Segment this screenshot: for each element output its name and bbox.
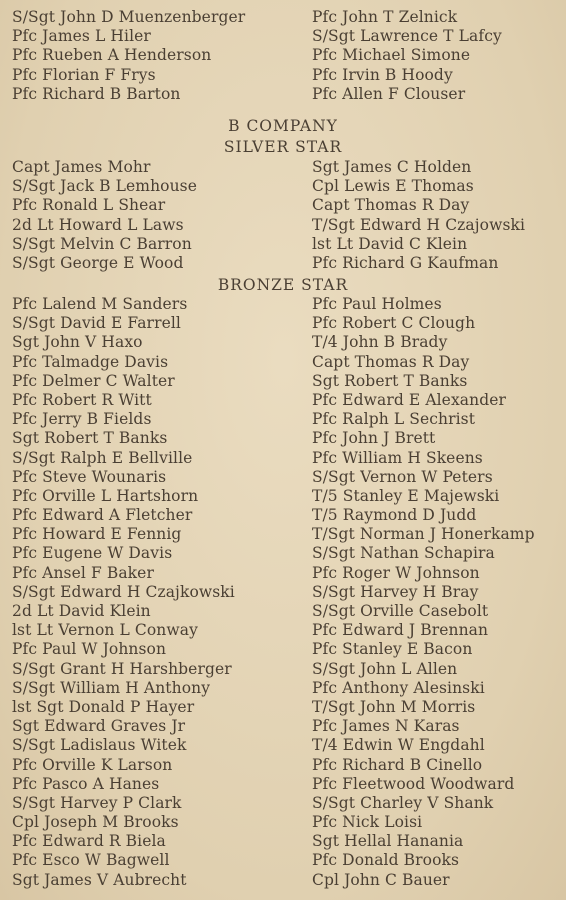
name-entry: Sgt John V Haxo: [12, 333, 143, 352]
name-entry: Pfc Irvin B Hoody: [312, 65, 453, 84]
name-entry: Pfc Richard G Kaufman: [312, 253, 499, 272]
name-entry: Pfc Lalend M Sanders: [12, 295, 188, 313]
name-entry: Sgt Hellal Hanania: [312, 832, 464, 851]
name-entry: S/Sgt Jack B Lemhouse: [12, 177, 197, 196]
name-entry: Capt James Mohr: [12, 158, 151, 176]
name-entry: S/Sgt George E Wood: [12, 253, 184, 272]
name-entry: Pfc Ralph L Sechrist: [312, 410, 476, 429]
name-entry: T/4 Edwin W Engdahl: [312, 736, 485, 755]
name-entry: Pfc Edward E Alexander: [312, 390, 507, 409]
name-entry: S/Sgt John L Allen: [312, 659, 458, 678]
silver-star-right-column: [312, 158, 564, 273]
name-entry: S/Sgt Nathan Schapira: [312, 544, 495, 563]
name-entry: T/5 Raymond D Judd: [312, 506, 477, 525]
name-entry: S/Sgt Charley V Shank: [312, 793, 494, 812]
name-entry: S/Sgt Melvin C Barron: [12, 234, 192, 253]
name-entry: Pfc Stanley E Bacon: [312, 640, 473, 659]
name-entry: 2d Lt Howard L Laws: [12, 215, 184, 234]
name-entry: Pfc Fleetwood Woodward: [312, 774, 515, 793]
name-entry: Pfc Rueben A Henderson: [12, 46, 212, 65]
name-entry: Pfc Ansel F Baker: [12, 563, 154, 582]
name-entry: S/Sgt Harvey H Bray: [312, 582, 479, 601]
bronze-star-left-column: [12, 295, 304, 890]
name-entry: lst Lt David C Klein: [312, 234, 468, 253]
name-entry: Pfc Eugene W Davis: [12, 544, 173, 563]
name-entry: Pfc Orville K Larson: [12, 755, 173, 774]
name-entry: Pfc Howard E Fennig: [12, 525, 182, 544]
name-entry: S/Sgt Edward H Czajkowski: [12, 582, 235, 601]
name-entry: Sgt Edward Graves Jr: [12, 717, 186, 736]
top-left-column: [12, 8, 304, 104]
name-entry: Pfc Ronald L Shear: [12, 196, 166, 215]
name-entry: T/5 Stanley E Majewski: [312, 486, 500, 505]
name-entry: Pfc Pasco A Hanes: [12, 774, 160, 793]
name-entry: Cpl Joseph M Brooks: [12, 813, 179, 832]
name-entry: Sgt Robert T Banks: [312, 371, 468, 390]
name-entry: S/Sgt Ladislaus Witek: [12, 736, 187, 755]
name-entry: Pfc Florian F Frys: [12, 65, 156, 84]
name-entry: T/Sgt John M Morris: [312, 697, 476, 716]
name-entry: lst Sgt Donald P Hayer: [12, 697, 195, 716]
name-entry: S/Sgt Vernon W Peters: [312, 467, 493, 486]
name-entry: Cpl John C Bauer: [312, 870, 450, 889]
name-entry: Pfc Paul W Johnson: [12, 640, 167, 659]
name-entry: Pfc Nick Loisi: [312, 813, 423, 832]
bronze-star-heading: BRONZE STAR: [217, 276, 349, 294]
top-right-column: [312, 8, 564, 104]
name-entry: Pfc Donald Brooks: [312, 851, 460, 870]
name-entry: Pfc Allen F Clouser: [312, 84, 466, 103]
name-entry: S/Sgt David E Farrell: [12, 314, 181, 333]
name-entry: S/Sgt Ralph E Bellville: [12, 448, 193, 467]
name-entry: T/Sgt Norman J Honerkamp: [312, 525, 535, 544]
name-entry: Pfc Jerry B Fields: [12, 410, 152, 429]
name-entry: Pfc Robert C Clough: [312, 314, 476, 333]
name-entry: S/Sgt Lawrence T Lafcy: [312, 27, 502, 46]
silver-star-left-column: [12, 158, 304, 273]
name-entry: S/Sgt William H Anthony: [12, 678, 211, 697]
name-entry: Pfc Richard B Barton: [12, 84, 181, 103]
name-entry: Pfc Esco W Bagwell: [12, 851, 170, 870]
name-entry: Pfc Paul Holmes: [312, 295, 442, 313]
name-entry: S/Sgt John D Muenzenberger: [12, 8, 246, 26]
name-entry: Pfc Talmadge Davis: [12, 352, 169, 371]
name-entry: Pfc Robert R Witt: [12, 390, 152, 409]
name-entry: Pfc Richard B Cinello: [312, 755, 483, 774]
name-entry: 2d Lt David Klein: [12, 602, 151, 620]
name-entry: S/Sgt Harvey P Clark: [12, 793, 182, 812]
bronze-star-right-column: [312, 295, 564, 890]
name-entry: Pfc Roger W Johnson: [312, 563, 480, 582]
name-entry: Pfc Orville L Hartshorn: [12, 486, 199, 505]
name-entry: Pfc John J Brett: [312, 429, 436, 448]
name-entry: Capt Thomas R Day: [312, 196, 470, 215]
name-entry: lst Lt Vernon L Conway: [12, 621, 198, 640]
name-entry: Pfc Michael Simone: [312, 46, 471, 65]
company-heading: B COMPANY: [228, 117, 338, 135]
name-entry: S/Sgt Grant H Harshberger: [12, 659, 232, 678]
name-entry: Pfc Edward R Biela: [12, 832, 166, 851]
name-entry: Pfc Delmer C Walter: [12, 371, 175, 390]
silver-star-heading: SILVER STAR: [223, 138, 343, 156]
name-entry: Sgt Robert T Banks: [12, 429, 168, 448]
name-entry: Pfc William H Skeens: [312, 448, 483, 467]
name-entry: S/Sgt Orville Casebolt: [312, 602, 489, 620]
name-entry: Sgt James V Aubrecht: [12, 870, 187, 889]
name-entry: Pfc James L Hiler: [12, 27, 151, 46]
name-entry: Pfc Edward J Brennan: [312, 621, 489, 640]
name-entry: Sgt James C Holden: [312, 158, 472, 176]
name-entry: Capt Thomas R Day: [312, 352, 470, 371]
name-entry: Pfc Steve Wounaris: [12, 467, 167, 486]
name-entry: Pfc John T Zelnick: [312, 8, 458, 26]
name-entry: T/4 John B Brady: [312, 333, 448, 352]
name-entry: Pfc James N Karas: [312, 717, 460, 736]
name-entry: Cpl Lewis E Thomas: [312, 177, 474, 196]
name-entry: Pfc Edward A Fletcher: [12, 506, 193, 525]
name-entry: T/Sgt Edward H Czajowski: [312, 215, 526, 234]
name-entry: Pfc Anthony Alesinski: [312, 678, 485, 697]
